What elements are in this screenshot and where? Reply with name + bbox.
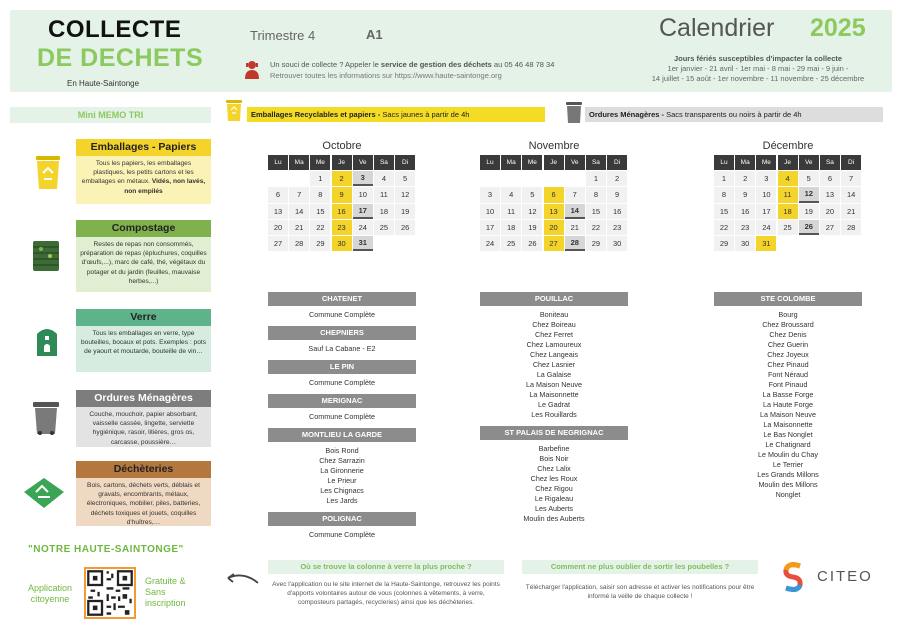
commune-hamlet: Moulin des Millons [758, 480, 818, 489]
day-cell: 7 [289, 187, 309, 202]
day-cell: 10 [480, 204, 500, 219]
commune-hamlet: Bourg [778, 310, 798, 319]
day-cell: 6 [820, 171, 840, 186]
day-cell-yellow-collection: 4 [778, 171, 798, 186]
day-cell: 17 [480, 220, 500, 235]
communes-column-1 [268, 292, 416, 540]
commune-hamlet: Chez Langeais [530, 350, 578, 359]
grey-banner-rest: Sacs transparents ou noirs à partir de 4h [664, 110, 802, 119]
weekday-header: Di [607, 155, 627, 170]
weekday-header: Di [841, 155, 861, 170]
commune-hamlet: Chez Guerin [767, 340, 809, 349]
commune-hamlet: Moulin des Auberts [523, 514, 585, 523]
day-cell [820, 236, 840, 251]
commune-hamlet: La Maisonnette [529, 390, 579, 399]
commune-hamlet: Chez Denis [769, 330, 807, 339]
weekday-header: Sa [374, 155, 394, 170]
day-cell [841, 236, 861, 251]
commune-hamlet: Font Pinaud [768, 380, 808, 389]
day-cell-yellow-collection: 18 [778, 204, 798, 219]
recycling-center-icon [22, 474, 66, 512]
app-title: "NOTRE HAUTE-SAINTONGE" [28, 544, 184, 555]
commune-hamlet: Commune Complète [309, 310, 375, 319]
day-cell: 27 [268, 236, 288, 251]
app-free-label: Gratuite & Sans inscription [145, 576, 186, 608]
day-cell [501, 171, 521, 186]
commune-header: STE COLOMBE [714, 292, 862, 306]
card-decheteries-title: Déchèteries [76, 461, 211, 478]
yellow-banner-bold: Emballages Recyclables et papiers - [251, 110, 381, 119]
commune-hamlet: La Gironnerie [320, 466, 364, 475]
day-cell: 24 [353, 220, 373, 235]
day-cell: 18 [374, 204, 394, 219]
weekday-header: Ve [353, 155, 373, 170]
commune-hamlet: Chez Lamoureux [526, 340, 582, 349]
commune-hamlet: Chez Lalix [537, 464, 571, 473]
app-citizen-label: Application citoyenne [27, 583, 73, 604]
day-cell: 21 [841, 204, 861, 219]
day-cell [374, 236, 394, 251]
day-cell: 11 [374, 187, 394, 202]
commune-hamlet: Chez Pinaud [767, 360, 809, 369]
commune-hamlet: Chez Broussard [762, 320, 814, 329]
day-cell-yellow-collection: 6 [544, 187, 564, 202]
holidays-title: Jours fériés susceptibles d'impacter la collecte [673, 54, 843, 63]
commune-hamlet: La Maison Neuve [760, 410, 816, 419]
grey-banner-bold: Ordures Ménagères - [589, 110, 665, 119]
commune-hamlet: Les Jards [326, 496, 358, 505]
title-line1: COLLECTE [48, 16, 182, 43]
commune-hamlet: Commune Complète [309, 530, 375, 539]
day-cell: 25 [501, 236, 521, 251]
commune-hamlet: Barbefine [538, 444, 570, 453]
communes-column-2 [480, 292, 628, 524]
day-cell: 26 [522, 236, 542, 251]
calendar-grid [268, 155, 416, 251]
day-cell: 16 [735, 204, 755, 219]
calendar-word: Calendrier [659, 14, 775, 42]
question-1-title: Où se trouve la colonne à verre la plus proche ? [268, 560, 504, 574]
day-cell: 2 [607, 171, 627, 186]
day-cell: 11 [501, 204, 521, 219]
day-cell: 17 [756, 204, 776, 219]
commune-hamlet: Nonglet [775, 490, 801, 499]
day-cell: 5 [395, 171, 415, 186]
card-decheteries [76, 461, 211, 526]
commune-hamlet: La Galaise [536, 370, 572, 379]
day-cell: 23 [735, 220, 755, 235]
weekday-header: Me [310, 155, 330, 170]
day-cell: 13 [820, 187, 840, 202]
day-cell: 30 [735, 236, 755, 251]
day-cell: 9 [607, 187, 627, 202]
weekday-header: Ve [799, 155, 819, 170]
commune-hamlet: Chez Joyeux [767, 350, 809, 359]
day-cell-grey-collection: 12 [799, 187, 819, 202]
commune-header: MONTLIEU LA GARDE [268, 428, 416, 442]
day-cell: 1 [586, 171, 606, 186]
commune-hamlet: La Haute Forge [763, 400, 813, 409]
day-cell: 21 [565, 220, 585, 235]
card-emballages-bold: Vidés, non lavés, non empilés [124, 178, 206, 195]
communes-column-3 [714, 292, 862, 500]
day-cell-grey-collection: 17 [353, 204, 373, 219]
yellow-bin-icon [224, 98, 244, 122]
card-emballages-title: Emballages - Papiers [76, 139, 211, 156]
zone-label: A1 [366, 27, 383, 42]
commune-hamlet: La Basse Forge [762, 390, 814, 399]
yellow-bag-banner [247, 107, 545, 122]
day-cell: 8 [714, 187, 734, 202]
title-line2: DE DECHETS [37, 44, 204, 72]
card-compostage-body: Restes de repas non consommés, préparation de repas (épluchures, coquilles d'œufs,...), marc de café, thé, végétaux du potager et du jardin (feuilles, mauvaise herbes,...) [76, 237, 211, 292]
day-cell: 20 [820, 204, 840, 219]
day-cell: 30 [607, 236, 627, 251]
day-cell-yellow-collection: 20 [544, 220, 564, 235]
day-cell-yellow-collection: 2 [332, 171, 352, 186]
month-name: Octobre [322, 140, 362, 152]
citeo-emblem-icon [778, 558, 808, 596]
day-cell-grey-collection: 28 [565, 236, 585, 251]
card-emballages-text: Tous les papiers, les emballages plastiques, les petits cartons et les emballages en métaux. [81, 160, 194, 186]
day-cell-yellow-collection: 13 [544, 204, 564, 219]
weekday-header: Je [332, 155, 352, 170]
commune-hamlet: Le Terrier [772, 460, 804, 469]
day-cell-grey-collection: 31 [353, 236, 373, 251]
day-cell: 29 [586, 236, 606, 251]
composter-icon [29, 237, 63, 275]
day-cell: 3 [480, 187, 500, 202]
yellow-banner-rest: Sacs jaunes à partir de 4h [380, 110, 470, 119]
card-ordures-title: Ordures Ménagères [76, 390, 211, 407]
day-cell: 18 [501, 220, 521, 235]
weekday-header: Ma [735, 155, 755, 170]
weekday-header: Ma [289, 155, 309, 170]
day-cell: 8 [586, 187, 606, 202]
day-cell-yellow-collection: 23 [332, 220, 352, 235]
weekday-header: Sa [586, 155, 606, 170]
day-cell-grey-collection: 14 [565, 204, 585, 219]
weekday-header: Je [778, 155, 798, 170]
commune-header: LE PIN [268, 360, 416, 374]
commune-hamlet: La Maison Neuve [526, 380, 582, 389]
day-cell-yellow-collection: 31 [756, 236, 776, 251]
day-cell: 4 [374, 171, 394, 186]
commune-hamlet: Le Rigaleau [534, 494, 574, 503]
holidays-line1: 1er janvier - 21 avril - 1er mai - 8 mai - 29 mai - 9 juin - [667, 64, 849, 73]
day-cell: 9 [735, 187, 755, 202]
weekday-header: Di [395, 155, 415, 170]
weekday-header: Me [756, 155, 776, 170]
curved-arrow-icon [224, 569, 260, 587]
day-cell [268, 171, 288, 186]
household-bin-icon [29, 398, 63, 436]
day-cell: 12 [522, 204, 542, 219]
commune-hamlet: Chez Sarrazin [319, 456, 365, 465]
day-cell: 3 [756, 171, 776, 186]
card-ordures-body: Couche, mouchoir, papier absorbant, vaisselle cassée, lingette, serviette hygiénique, rasoir, litières, gros os, carcasse, poussière… [76, 407, 211, 447]
commune-hamlet: Sauf La Cabane - E2 [308, 344, 376, 353]
day-cell: 19 [522, 220, 542, 235]
day-cell-yellow-collection: 16 [332, 204, 352, 219]
commune-header: CHEPNIERS [268, 326, 416, 340]
card-ordures [76, 390, 211, 447]
weekday-header: Lu [268, 155, 288, 170]
commune-hamlet: Chez Ferret [535, 330, 573, 339]
day-cell-grey-collection: 26 [799, 220, 819, 235]
contact-prefix: Un souci de collecte ? Appeler le [270, 60, 379, 69]
memo-title: Mini MEMO TRI [10, 107, 211, 123]
day-cell-yellow-collection: 27 [544, 236, 564, 251]
qr-code[interactable] [84, 567, 136, 619]
weekday-header: Ve [565, 155, 585, 170]
commune-hamlet: Le Bas Nonglet [763, 430, 813, 439]
day-cell: 28 [841, 220, 861, 235]
calendar-grid [714, 155, 862, 251]
commune-hamlet: Chez les Roux [530, 474, 578, 483]
trimestre-label: Trimestre 4 [250, 28, 316, 43]
region-label: En Haute-Saintonge [67, 79, 140, 88]
day-cell: 10 [756, 187, 776, 202]
day-cell [395, 236, 415, 251]
day-cell: 13 [268, 204, 288, 219]
card-emballages-body [76, 156, 211, 204]
day-cell: 5 [799, 171, 819, 186]
day-cell: 1 [714, 171, 734, 186]
day-cell: 22 [714, 220, 734, 235]
commune-hamlet: Font Néraud [768, 370, 808, 379]
commune-hamlet: Chez Lasnier [532, 360, 576, 369]
calendar-october [268, 140, 416, 251]
weekday-header: Ma [501, 155, 521, 170]
commune-hamlet: Les Chignacs [320, 486, 364, 495]
month-name: Décembre [762, 140, 814, 152]
day-cell [480, 171, 500, 186]
contact-web[interactable]: Retrouver toutes les informations sur https://www.haute-saintonge.org [270, 71, 502, 80]
question-2-text: Télécharger l'application, saisir son adresse et activer les notifications pour être informé la veille de chaque collecte ! [525, 584, 755, 600]
commune-hamlet: Les Rouillards [531, 410, 577, 419]
day-cell: 27 [820, 220, 840, 235]
commune-hamlet: Le Gadrat [538, 400, 570, 409]
card-compostage [76, 220, 211, 292]
grey-bin-icon [565, 100, 583, 124]
day-cell: 24 [480, 236, 500, 251]
commune-hamlet: Les Grands Millons [757, 470, 819, 479]
glass-container-icon [30, 322, 64, 360]
day-cell: 26 [395, 220, 415, 235]
commune-hamlet: Le Chatignard [765, 440, 811, 449]
calendar-year: 2025 [810, 14, 866, 42]
day-cell: 7 [565, 187, 585, 202]
day-cell: 19 [799, 204, 819, 219]
day-cell: 2 [735, 171, 755, 186]
commune-hamlet: Boniteau [539, 310, 569, 319]
day-cell: 25 [374, 220, 394, 235]
day-cell: 23 [607, 220, 627, 235]
day-cell: 22 [586, 220, 606, 235]
weekday-header: Je [544, 155, 564, 170]
commune-header: POUILLAC [480, 292, 628, 306]
commune-hamlet: Commune Complète [309, 378, 375, 387]
day-cell-yellow-collection: 30 [332, 236, 352, 251]
card-verre-title: Verre [76, 309, 211, 326]
day-cell: 29 [310, 236, 330, 251]
card-emballages [76, 139, 211, 204]
day-cell: 15 [714, 204, 734, 219]
month-name: Novembre [528, 140, 580, 152]
day-cell: 15 [310, 204, 330, 219]
holidays-line2: 14 juillet - 15 août - 1er novembre - 11 novembre - 25 décembre [651, 74, 865, 83]
day-cell [544, 171, 564, 186]
day-cell: 20 [268, 220, 288, 235]
day-cell: 10 [353, 187, 373, 202]
card-verre [76, 309, 211, 372]
day-cell: 22 [310, 220, 330, 235]
commune-hamlet: Les Auberts [535, 504, 573, 513]
calendar-grid [480, 155, 628, 251]
day-cell: 14 [841, 187, 861, 202]
card-compostage-title: Compostage [76, 220, 211, 237]
card-verre-body: Tous les emballages en verre, type bouteilles, bocaux et pots. Exemples : pots de yaourt et moutarde, bouteille de vin… [76, 326, 211, 372]
calendar-november [480, 140, 628, 251]
day-cell: 4 [501, 187, 521, 202]
contact-line [270, 60, 554, 69]
commune-hamlet: Chez Boireau [532, 320, 576, 329]
day-cell: 1 [310, 171, 330, 186]
day-cell: 15 [586, 204, 606, 219]
day-cell: 28 [289, 236, 309, 251]
commune-hamlet: Le Prieur [327, 476, 357, 485]
day-cell [289, 171, 309, 186]
day-cell [778, 236, 798, 251]
day-cell: 19 [395, 204, 415, 219]
day-cell: 25 [778, 220, 798, 235]
day-cell: 14 [289, 204, 309, 219]
contact-service: service de gestion des déchets [380, 60, 492, 69]
weekday-header: Me [522, 155, 542, 170]
day-cell-yellow-collection: 11 [778, 187, 798, 202]
commune-header: ST PALAIS DE NEGRIGNAC [480, 426, 628, 440]
commune-hamlet: Bois Rond [325, 446, 359, 455]
commune-header: CHATENET [268, 292, 416, 306]
day-cell: 8 [310, 187, 330, 202]
recycling-bin-icon [31, 153, 65, 191]
calendar-december [714, 140, 862, 251]
question-1-text: Avec l'application ou le site internet de la Haute-Saintonge, retrouvez les points d'apports volontaires autour de vous (colonnes à vêtements, à verre, composteurs partagés, recycleries) ainsi que les déchèteries. [272, 581, 500, 606]
commune-hamlet: La Maisonnette [763, 420, 813, 429]
commune-hamlet: Chez Rigou [535, 484, 573, 493]
commune-hamlet: Le Moulin du Chay [758, 450, 818, 459]
weekday-header: Lu [480, 155, 500, 170]
citeo-logo-text: CITEO [817, 568, 873, 585]
card-decheteries-body: Bois, cartons, déchets verts, déblais et gravats, encombrants, métaux, électroniques, mobilier, piles, batteries, déchets toxiques et jouets, coquilles d'huîtres,… [76, 478, 211, 526]
question-2-title: Comment ne plus oublier de sortir les poubelles ? [522, 560, 758, 574]
day-cell [522, 171, 542, 186]
day-cell [799, 236, 819, 251]
day-cell: 6 [268, 187, 288, 202]
commune-hamlet: Commune Complète [309, 412, 375, 421]
day-cell [565, 171, 585, 186]
day-cell: 24 [756, 220, 776, 235]
day-cell: 21 [289, 220, 309, 235]
commune-header: MERIGNAC [268, 394, 416, 408]
weekday-header: Lu [714, 155, 734, 170]
day-cell: 16 [607, 204, 627, 219]
day-cell: 12 [395, 187, 415, 202]
commune-header: POLIGNAC [268, 512, 416, 526]
grey-bag-banner [585, 107, 883, 122]
contact-phone: au 05 46 48 78 34 [493, 60, 555, 69]
day-cell-yellow-collection: 9 [332, 187, 352, 202]
day-cell: 29 [714, 236, 734, 251]
weekday-header: Sa [820, 155, 840, 170]
day-cell: 7 [841, 171, 861, 186]
day-cell-grey-collection: 3 [353, 171, 373, 186]
commune-hamlet: Bois Noir [539, 454, 569, 463]
day-cell: 5 [522, 187, 542, 202]
phone-agent-icon [243, 59, 261, 79]
